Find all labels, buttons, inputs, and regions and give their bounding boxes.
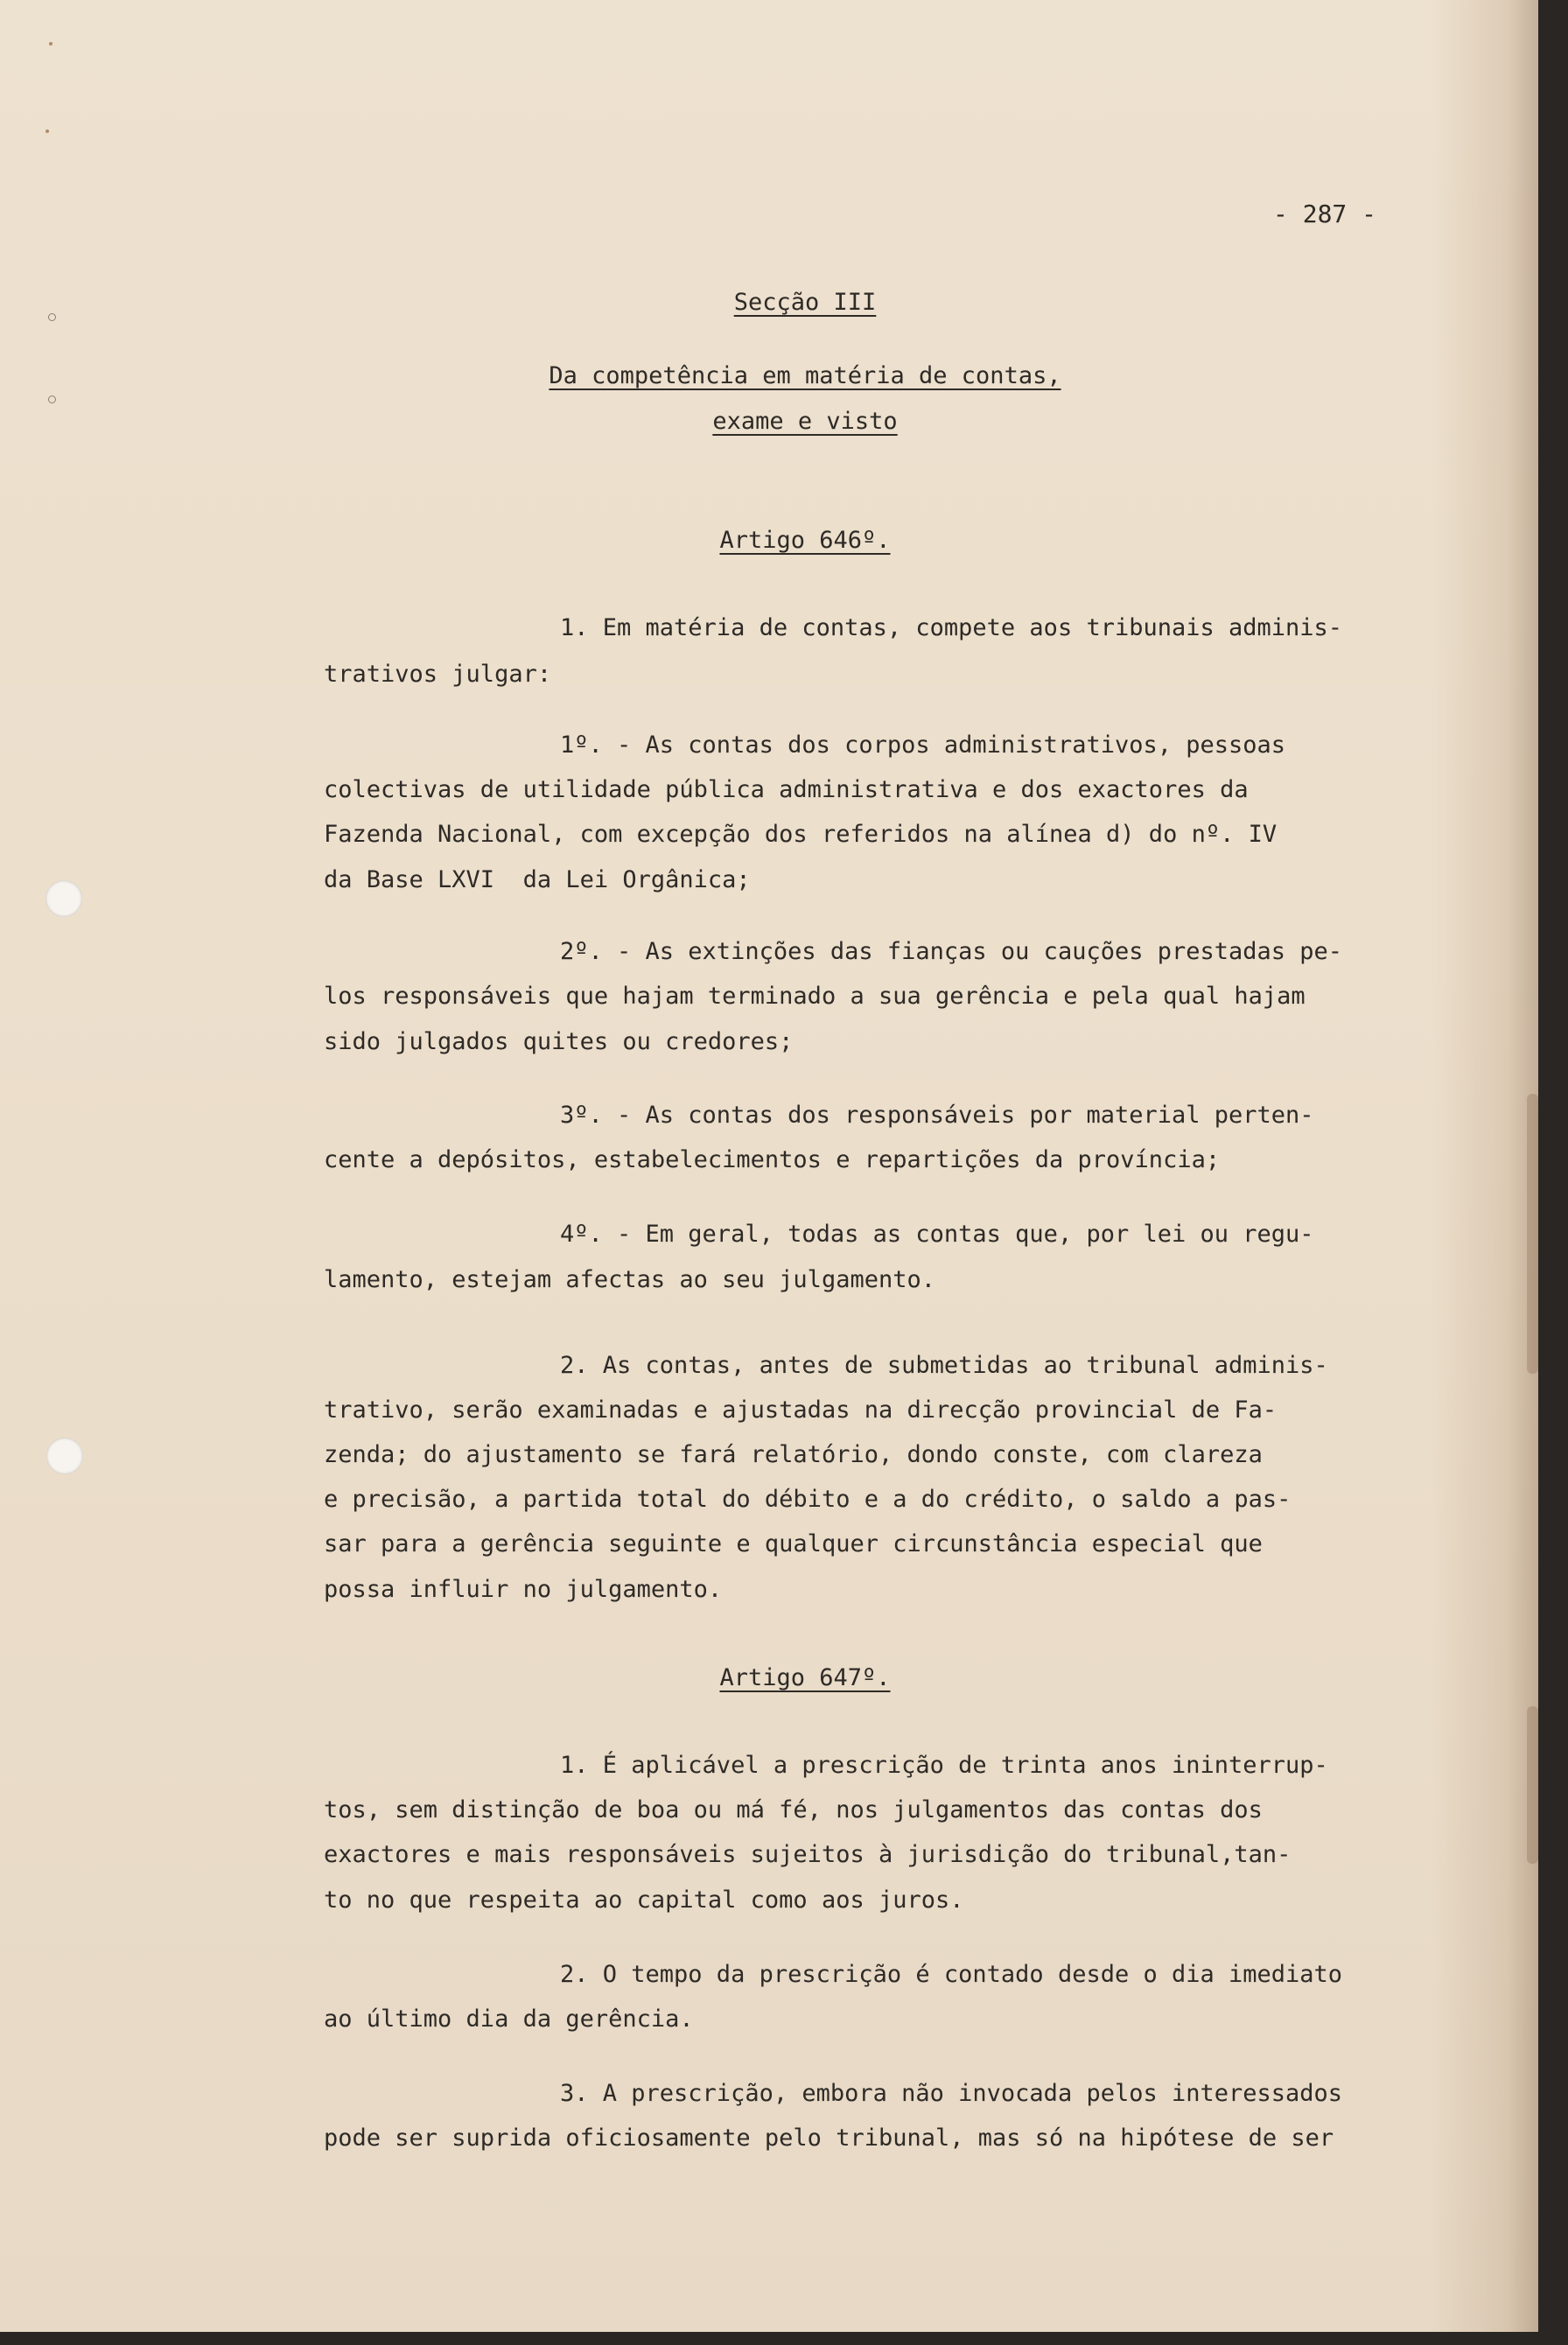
text-line: 2. O tempo da prescrição é contado desde o dia imediato	[560, 1961, 1343, 1988]
subtitle-heading-line-1: Da competência em matéria de contas,	[549, 362, 1061, 389]
text-line: 4º. - Em geral, todas as contas que, por lei ou regu-	[560, 1221, 1314, 1248]
text-line: 3. A prescrição, embora não invocada pelos interessados	[560, 2080, 1343, 2107]
text-line: da Base LXVI da Lei Orgânica;	[324, 866, 751, 893]
page-number: - 287 -	[1273, 200, 1377, 228]
subtitle-heading-line-2: exame e visto	[712, 408, 898, 435]
punch-hole	[46, 880, 82, 917]
text-line: to no que respeita ao capital como aos juros.	[324, 1886, 964, 1914]
text-line: exactores e mais responsáveis sujeitos à jurisdição do tribunal,tan-	[324, 1841, 1292, 1868]
text-line: los responsáveis que hajam terminado a sua gerência e pela qual hajam	[324, 983, 1306, 1010]
paper-ring-mark	[48, 313, 56, 321]
text-line: 2. As contas, antes de submetidas ao tribunal adminis-	[560, 1352, 1328, 1379]
paper-speck	[49, 42, 52, 46]
text-line: sar para a gerência seguinte e qualquer circunstância especial que	[324, 1530, 1263, 1558]
text-line: cente a depósitos, estabelecimentos e repartições da província;	[324, 1146, 1221, 1173]
paper-edge-crease	[1527, 1094, 1538, 1374]
text-line: e precisão, a partida total do débito e a do crédito, o saldo a pas-	[324, 1486, 1292, 1513]
text-line: sido julgados quites ou credores;	[324, 1028, 794, 1055]
punch-hole	[46, 1438, 83, 1474]
text-line: Fazenda Nacional, com excepção dos referidos na alínea d) do nº. IV	[324, 821, 1278, 848]
paper-edge-crease	[1527, 1706, 1538, 1864]
section-heading: Secção III	[733, 289, 877, 316]
text-line: tos, sem distinção de boa ou má fé, nos julgamentos das contas dos	[324, 1796, 1263, 1824]
text-line: zenda; do ajustamento se fará relatório, dondo conste, com clareza	[324, 1441, 1263, 1468]
text-line: possa influir no julgamento.	[324, 1576, 723, 1603]
text-line: 3º. - As contas dos responsáveis por material perten-	[560, 1102, 1314, 1129]
text-line: 1. É aplicável a prescrição de trinta anos ininterrup-	[560, 1752, 1328, 1779]
text-line: 2º. - As extinções das fianças ou cauções prestadas pe-	[560, 938, 1343, 965]
article-646-heading: Artigo 646º.	[719, 527, 891, 554]
paper-speck	[46, 130, 49, 133]
text-line: ao último dia da gerência.	[324, 2006, 694, 2033]
text-line: pode ser suprida oficiosamente pelo tribunal, mas só na hipótese de ser	[324, 2124, 1334, 2152]
text-line: colectivas de utilidade pública administrativa e dos exactores da	[324, 776, 1249, 803]
article-647-heading: Artigo 647º.	[719, 1664, 891, 1691]
text-line: trativos julgar:	[324, 661, 552, 688]
text-line: 1º. - As contas dos corpos administrativos, pessoas	[560, 732, 1286, 759]
text-line: 1. Em matéria de contas, compete aos tribunais adminis-	[560, 614, 1343, 641]
text-line: trativo, serão examinadas e ajustadas na direcção provincial de Fa-	[324, 1396, 1278, 1424]
text-line: lamento, estejam afectas ao seu julgamento.	[324, 1266, 935, 1293]
paper-ring-mark	[48, 396, 56, 403]
